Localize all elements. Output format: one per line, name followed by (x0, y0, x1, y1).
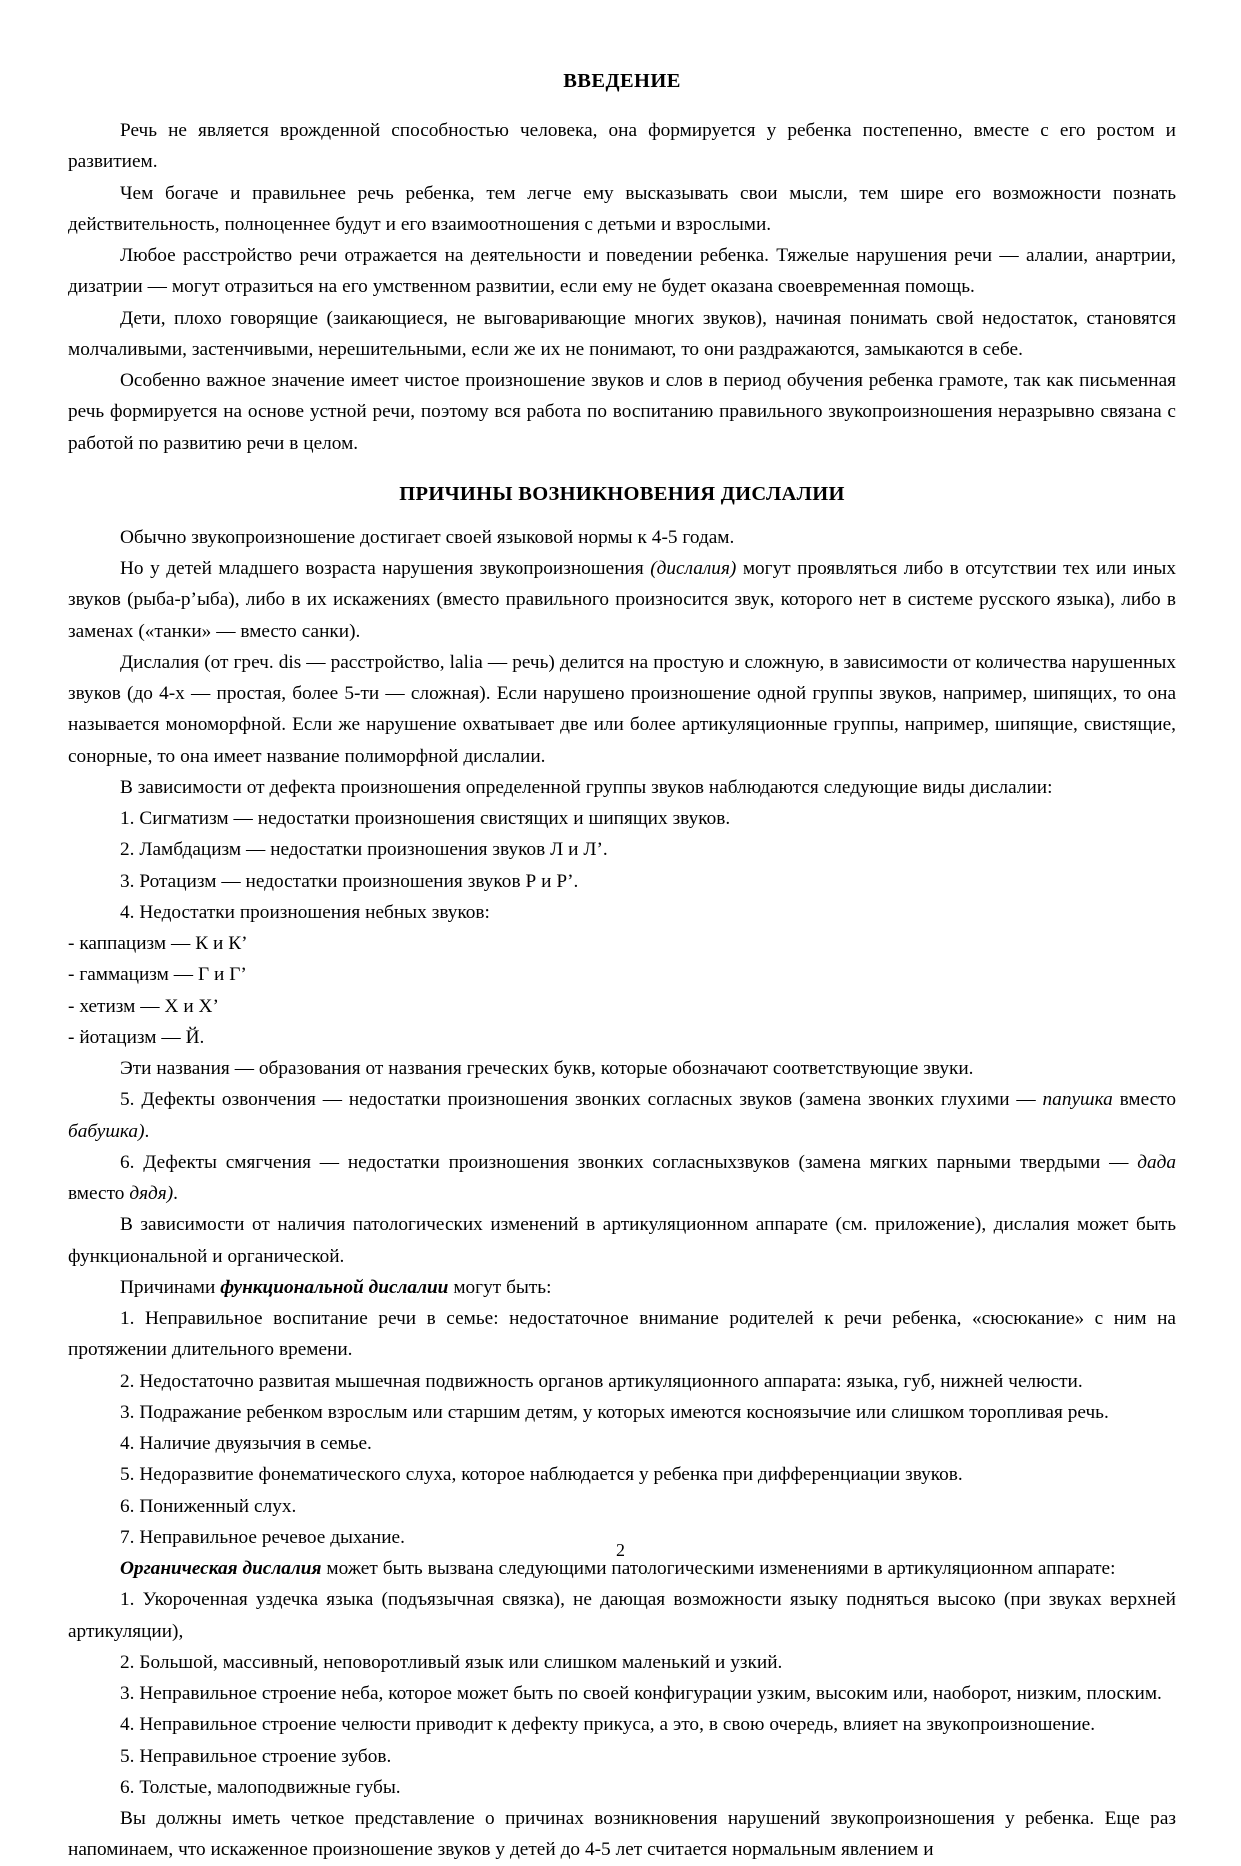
organic-cause-3: 3. Неправильное строение неба, которое может быть по своей конфигурации узким, высоким или, наоборот, низким, плоским. (120, 1683, 1162, 1704)
paragraph-greek-letter-names: Эти названия — образования от названия греческих букв, которые обозначают соответствующие звуки. (120, 1058, 974, 1079)
paragraph-functional-causes-lead (68, 1272, 1176, 1303)
functional-cause-6: 6. Пониженный слух. (120, 1495, 297, 1517)
paragraph-functional-or-organic: В зависимости от наличия патологических изменений в артикуляционном аппарате (см. приложение), дислалия может быть функциональной и органической. (68, 1214, 1176, 1267)
text-before-bold-italic: Причинами (120, 1276, 221, 1298)
paragraph-speech-not-innate: Речь не является врожденной способностью человека, она формируется у ребенка постепенно, вместе с его ростом и развитием. (68, 120, 1176, 173)
organic-cause-5: 5. Неправильное строение зубов. (120, 1745, 392, 1767)
italic-example-dada: дада (1137, 1151, 1176, 1173)
functional-cause-7: 7. Неправильное речевое дыхание. (120, 1526, 405, 1548)
text-between-italics: вместо (1112, 1089, 1176, 1111)
text-between-italics: вместо (68, 1183, 130, 1204)
organic-cause-4: 4. Неправильное строение челюсти приводит к дефекту прикуса, а это, в свою очередь, влияет на звукопроизношение. (120, 1714, 1096, 1736)
list-item-palatal-sounds: 4. Недостатки произношения небных звуков: (120, 901, 490, 923)
sublist-item-gammacism: - гаммацизм — Г и Г’ (68, 964, 247, 986)
text-before-italic: 6. Дефекты смягчения — недостатки произношения звонких согласныхзвуков (замена мягких парными твердыми — (120, 1151, 1138, 1173)
functional-cause-2: 2. Недостаточно развитая мышечная подвижность органов артикуляционного аппарата: языка, губ, нижней челюсти. (120, 1370, 1083, 1392)
text-before-italic: Но у детей младшего возраста нарушения звукопроизношения (120, 558, 651, 579)
italic-term-dyslalia: (дислалия) (650, 558, 737, 579)
italic-example-babushka: бабушка) (68, 1120, 145, 1142)
heading-causes-of-dyslalia: ПРИЧИНЫ ВОЗНИКНОВЕНИЯ ДИСЛАЛИИ (399, 482, 845, 505)
paragraph-closing-note: Вы должны иметь четкое представление о причинах возникновения нарушений звукопроизношения у ребенка. Еще раз напоминаем, что искаженное произношение звуков у детей до 4-5 лет считается нормальным явлением и (68, 1808, 1176, 1861)
heading-introduction: ВВЕДЕНИЕ (563, 70, 681, 92)
organic-cause-6: 6. Толстые, малоподвижные губы. (120, 1776, 401, 1798)
italic-example-dyadya: дядя) (129, 1183, 174, 1204)
document-body (68, 70, 1176, 1866)
paragraph-dyslalia-greek-origin: Дислалия (от греч. dis — расстройство, lalia — речь) делится на простую и сложную, в зависимости от количества нарушенных звуков (до 4-х — простая, более 5-ти — сложная). Если нарушено произношение одной группы звуков, например, шипящих, то она называется мономорфной. Если же нарушение охватывает две или более артикуляционные группы, например, шипящие, свистящие, сонорные, то она имеет название полиморфной дислалии. (68, 651, 1176, 767)
sublist-item-hetism: - хетизм — Х и Х’ (68, 995, 219, 1017)
paragraph-types-intro: В зависимости от дефекта произношения определенной группы звуков наблюдаются следующие виды дислалии: (120, 776, 1053, 798)
paragraph-dyslalia-manifestation (68, 553, 1176, 647)
list-item-voicing-defects (68, 1084, 1176, 1147)
italic-example-papushka: папушка (1042, 1089, 1113, 1111)
functional-cause-3: 3. Подражание ребенком взрослым или старшим детям, у которых имеются косноязычие или слишком торопливая речь. (120, 1401, 1109, 1423)
text-after-bold-italic: могут быть: (448, 1276, 552, 1298)
text-after-bold-italic: может быть вызвана следующими патологическими изменениями в артикуляционном аппарате: (321, 1558, 1116, 1579)
page-number: 2 (616, 1540, 625, 1560)
sublist-item-kappacism: - каппацизм — К и К’ (68, 933, 248, 954)
text-after-italic: могут проявляться либо в отсутствии тех или иных звуков (рыба-р’ыба), либо в их искажениях (вместо правильного произносится звук, которого нет в системе русского языка), либо в заменах («танки» — вместо санки). (68, 558, 1176, 642)
list-item-sigmatism: 1. Сигматизм — недостатки произношения свистящих и шипящих звуков. (120, 808, 731, 829)
functional-cause-5: 5. Недоразвитие фонематического слуха, которое наблюдается у ребенка при дифференциации звуков. (120, 1464, 963, 1486)
list-item-softening-defects (68, 1147, 1176, 1210)
functional-cause-1: 1. Неправильное воспитание речи в семье: недостаточное внимание родителей к речи ребенка, «сюсюкание» с ним на протяжении длительного времени. (68, 1308, 1176, 1361)
paragraph-children-poor-speech: Дети, плохо говорящие (заикающиеся, не выговаривающие многих звуков), начиная понимать свой недостаток, становятся молчаливыми, застенчивыми, нерешительными, если же их не понимают, то они раздражаются, замыкаются в себе. (68, 307, 1176, 360)
organic-cause-1: 1. Укороченная уздечка языка (подъязычная связка), не дающая возможности языку подняться высоко (при звуках верхней артикуляции), (68, 1589, 1176, 1642)
list-item-rhotacism: 3. Ротацизм — недостатки произношения звуков Р и Р’. (120, 870, 579, 892)
paragraph-clear-pronunciation: Особенно важное значение имеет чистое произношение звуков и слов в период обучения ребенка грамоте, так как письменная речь формируется на основе устной речи, поэтому вся работа по воспитанию правильного звукопроизношения неразрывно связана с работой по развитию речи в целом. (68, 370, 1176, 454)
bold-italic-term-functional-dyslalia: функциональной дислалии (220, 1276, 449, 1298)
paragraph-usual-norm-age: Обычно звукопроизношение достигает своей языковой нормы к 4-5 годам. (120, 526, 735, 548)
paragraph-any-speech-disorder: Любое расстройство речи отражается на деятельности и поведении ребенка. Тяжелые нарушения речи — алалии, анартрии, дизатрии — могут отразиться на его умственном развитии, если ему не будет оказана своевременная помощь. (68, 245, 1176, 298)
bold-italic-term-organic-dyslalia: Органическая дислалия (120, 1558, 322, 1579)
text-before-italic: 5. Дефекты озвончения — недостатки произношения звонких согласных звуков (замена звонких глухими — (120, 1089, 1043, 1111)
text-after-italic: . (173, 1183, 178, 1204)
organic-cause-2: 2. Большой, массивный, неповоротливый язык или слишком маленький и узкий. (120, 1651, 783, 1673)
sublist-item-iotacism: - йотацизм — Й. (68, 1026, 205, 1048)
list-item-lambdacism: 2. Ламбдацизм — недостатки произношения звуков Л и Л’. (120, 839, 608, 861)
paragraph-richer-speech: Чем богаче и правильнее речь ребенка, тем легче ему высказывать свои мысли, тем шире его возможности познать действительность, полноценнее будут и его взаимоотношения с детьми и взрослыми. (68, 182, 1176, 235)
text-after-italic: . (144, 1120, 150, 1142)
functional-cause-4: 4. Наличие двуязычия в семье. (120, 1433, 372, 1454)
